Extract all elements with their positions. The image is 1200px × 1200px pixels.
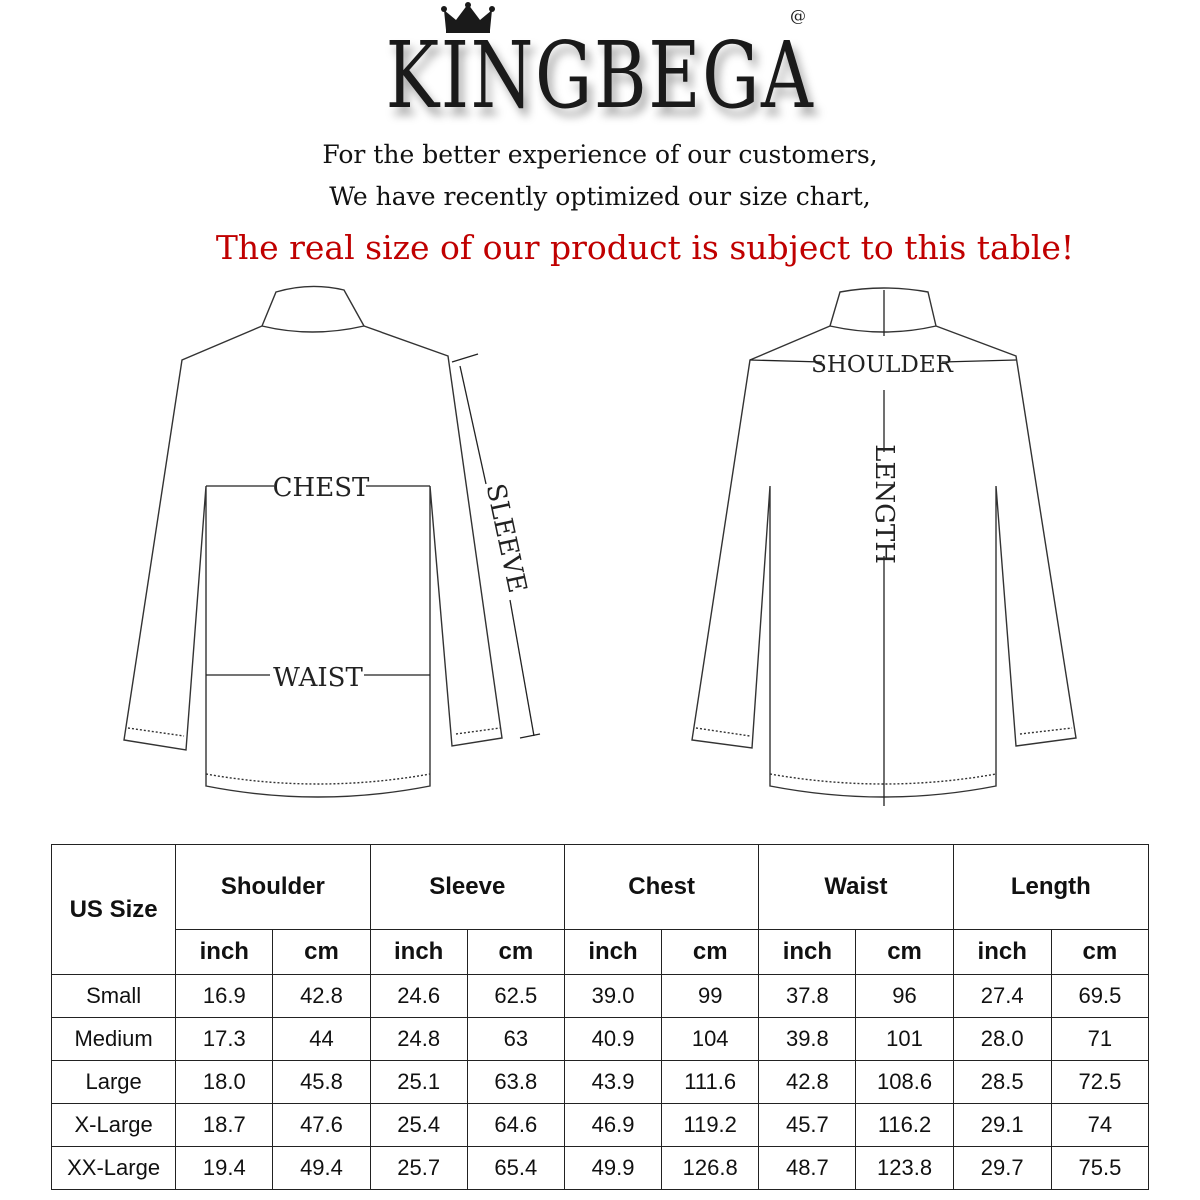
- garment-svg: [0, 270, 1200, 830]
- value-cell: 40.9: [564, 1018, 661, 1061]
- value-cell: 48.7: [759, 1147, 856, 1190]
- value-cell: 37.8: [759, 975, 856, 1018]
- value-cell: 74: [1051, 1104, 1148, 1147]
- size-cell: Medium: [52, 1018, 176, 1061]
- value-cell: 16.9: [176, 975, 273, 1018]
- value-cell: 72.5: [1051, 1061, 1148, 1104]
- unit-header: inch: [564, 930, 661, 975]
- shoulder-header: Shoulder: [176, 845, 370, 930]
- brand-header: [0, 0, 1200, 130]
- group-header-row: [52, 845, 1149, 930]
- value-cell: 42.8: [759, 1061, 856, 1104]
- brand-logo-text: KINGBEGA: [385, 22, 815, 129]
- notice-line-2: We have recently optimized our size chart,: [329, 182, 871, 211]
- length-header: Length: [953, 845, 1148, 930]
- table-row: [52, 1018, 1149, 1061]
- us-size-header: US Size: [52, 845, 176, 975]
- shoulder-label: SHOULDER: [811, 352, 953, 378]
- size-cell: X-Large: [52, 1104, 176, 1147]
- value-cell: 45.7: [759, 1104, 856, 1147]
- value-cell: 44: [273, 1018, 370, 1061]
- value-cell: 29.1: [953, 1104, 1051, 1147]
- unit-header: cm: [273, 930, 370, 975]
- value-cell: 123.8: [856, 1147, 953, 1190]
- registered-mark: @: [790, 6, 806, 25]
- notice-highlight: The real size of our product is subject to this table!: [215, 228, 1075, 267]
- table-row: [52, 1147, 1149, 1190]
- value-cell: 101: [856, 1018, 953, 1061]
- unit-header: inch: [176, 930, 273, 975]
- waist-header: Waist: [759, 845, 953, 930]
- value-cell: 99: [662, 975, 759, 1018]
- unit-header: cm: [1051, 930, 1148, 975]
- value-cell: 45.8: [273, 1061, 370, 1104]
- value-cell: 96: [856, 975, 953, 1018]
- value-cell: 24.8: [370, 1018, 467, 1061]
- value-cell: 62.5: [467, 975, 564, 1018]
- value-cell: 63: [467, 1018, 564, 1061]
- value-cell: 47.6: [273, 1104, 370, 1147]
- size-chart-table: [51, 844, 1149, 1190]
- value-cell: 63.8: [467, 1061, 564, 1104]
- value-cell: 126.8: [662, 1147, 759, 1190]
- value-cell: 28.5: [953, 1061, 1051, 1104]
- value-cell: 108.6: [856, 1061, 953, 1104]
- value-cell: 43.9: [564, 1061, 661, 1104]
- value-cell: 25.4: [370, 1104, 467, 1147]
- value-cell: 25.1: [370, 1061, 467, 1104]
- unit-header: cm: [856, 930, 953, 975]
- value-cell: 116.2: [856, 1104, 953, 1147]
- sleeve-header: Sleeve: [370, 845, 564, 930]
- value-cell: 46.9: [564, 1104, 661, 1147]
- value-cell: 119.2: [662, 1104, 759, 1147]
- front-shirt-outline: [124, 286, 502, 797]
- value-cell: 24.6: [370, 975, 467, 1018]
- sleeve-label: SLEEVE: [479, 481, 533, 596]
- notice-line-1: For the better experience of our customers,: [322, 140, 878, 169]
- garment-diagram: [0, 270, 1200, 830]
- size-cell: Small: [52, 975, 176, 1018]
- value-cell: 71: [1051, 1018, 1148, 1061]
- chest-label: CHEST: [272, 473, 370, 503]
- unit-header-row: [52, 930, 1149, 975]
- value-cell: 69.5: [1051, 975, 1148, 1018]
- length-label: LENGTH: [869, 444, 899, 564]
- value-cell: 49.9: [564, 1147, 661, 1190]
- unit-header: inch: [953, 930, 1051, 975]
- table-row: [52, 975, 1149, 1018]
- size-cell: Large: [52, 1061, 176, 1104]
- value-cell: 64.6: [467, 1104, 564, 1147]
- value-cell: 25.7: [370, 1147, 467, 1190]
- value-cell: 65.4: [467, 1147, 564, 1190]
- value-cell: 42.8: [273, 975, 370, 1018]
- table-row: [52, 1104, 1149, 1147]
- value-cell: 75.5: [1051, 1147, 1148, 1190]
- value-cell: 29.7: [953, 1147, 1051, 1190]
- value-cell: 17.3: [176, 1018, 273, 1061]
- value-cell: 28.0: [953, 1018, 1051, 1061]
- value-cell: 39.0: [564, 975, 661, 1018]
- unit-header: cm: [467, 930, 564, 975]
- value-cell: 104: [662, 1018, 759, 1061]
- waist-label: WAIST: [273, 663, 363, 693]
- table-row: [52, 1061, 1149, 1104]
- value-cell: 111.6: [662, 1061, 759, 1104]
- size-cell: XX-Large: [52, 1147, 176, 1190]
- value-cell: 39.8: [759, 1018, 856, 1061]
- unit-header: cm: [662, 930, 759, 975]
- value-cell: 18.0: [176, 1061, 273, 1104]
- chest-header: Chest: [564, 845, 758, 930]
- value-cell: 49.4: [273, 1147, 370, 1190]
- value-cell: 27.4: [953, 975, 1051, 1018]
- unit-header: inch: [759, 930, 856, 975]
- value-cell: 18.7: [176, 1104, 273, 1147]
- value-cell: 19.4: [176, 1147, 273, 1190]
- unit-header: inch: [370, 930, 467, 975]
